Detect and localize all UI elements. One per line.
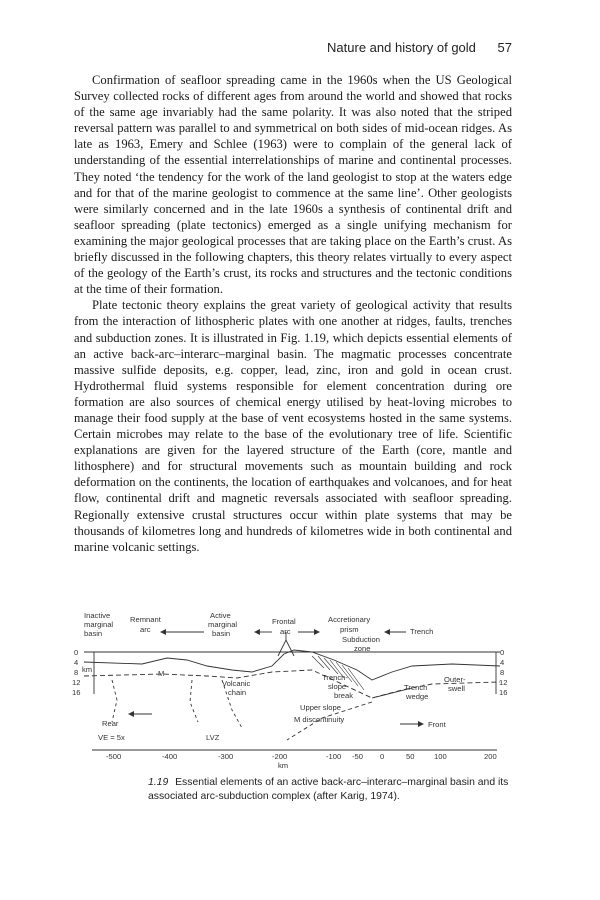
running-title: Nature and history of gold bbox=[327, 40, 476, 55]
label-trench-wedge-1: Trench bbox=[404, 683, 428, 692]
label-frontal-2: arc bbox=[280, 627, 291, 636]
x-tick-50: 50 bbox=[406, 752, 415, 761]
caption-text: Essential elements of an active back-arc–interarc–marginal basin and its associated arc-subduction complex (after Karig, 1974). bbox=[148, 777, 509, 802]
left-axis-unit: km bbox=[82, 665, 93, 674]
figure-1-19 bbox=[72, 610, 520, 770]
label-outer-swell-1: Outer- bbox=[444, 675, 466, 684]
right-tick-16: 16 bbox=[499, 688, 508, 697]
label-accretionary-1: Accretionary bbox=[328, 615, 371, 624]
x-tick-neg400: -400 bbox=[162, 752, 178, 761]
label-remnant-2: arc bbox=[140, 625, 151, 634]
running-header bbox=[327, 40, 512, 55]
left-tick-12: 12 bbox=[72, 678, 81, 687]
x-tick-neg100: -100 bbox=[326, 752, 342, 761]
label-outer-swell-2: swell bbox=[448, 684, 465, 693]
label-front: Front bbox=[428, 720, 446, 729]
label-trench-wedge-2: wedge bbox=[406, 692, 429, 701]
label-volcanic-1: Volcanic bbox=[222, 679, 251, 688]
label-inactive-3: basin bbox=[84, 629, 103, 638]
remnant-arc-root bbox=[112, 680, 117, 722]
label-active-1: Active bbox=[210, 611, 231, 620]
label-lvz: LVZ bbox=[206, 733, 220, 742]
x-tick-200: 200 bbox=[484, 752, 497, 761]
label-active-2: marginal bbox=[208, 620, 238, 629]
label-rear: Rear bbox=[102, 719, 119, 728]
left-tick-4: 4 bbox=[74, 658, 79, 667]
x-tick-neg50: -50 bbox=[352, 752, 363, 761]
label-m-left: M bbox=[158, 669, 165, 678]
x-tick-neg200: -200 bbox=[272, 752, 288, 761]
label-trench: Trench bbox=[410, 627, 434, 636]
label-tsb-3: break bbox=[334, 691, 353, 700]
m-discontinuity-line bbox=[84, 670, 500, 698]
label-upper-slope: Upper slope bbox=[300, 703, 341, 712]
label-active-3: basin bbox=[212, 629, 231, 638]
page-number: 57 bbox=[497, 40, 512, 55]
label-ve: VE = 5x bbox=[98, 733, 125, 742]
x-tick-neg300: -300 bbox=[218, 752, 234, 761]
x-tick-neg500: -500 bbox=[106, 752, 122, 761]
active-basin-root bbox=[190, 680, 198, 722]
label-remnant-1: Remnant bbox=[130, 615, 161, 624]
label-volcanic-2: chain bbox=[228, 688, 247, 697]
paragraph-plate-tectonics: Plate tectonic theory explains the great variety of geological activity that results from the interaction of lithospheric plates with one another at ridges, faults, trenches and subduction zones. It is illustrated in Fig. 1.19, which depicts essential elements of an active back-arc–interarc–marginal basin. The magmatic processes concentrate massive sulfide deposits, e.g. copper, lead, zinc, iron and gold in ocean crust. Hydrothermal fluid systems responsible for element concentration during ore formation are also sources of chemical energy utilised by heat-loving microbes to manage their food supply at the base of vent ecosystems hosted in the same systems. Certain microbes may relate to the base of the evolutionary tree of life. Scientific explanations are given for the layered structure of the Earth (core, mantle and lithosphere) and for structural movements such as mountain building and rock deformation on the continents, the location of earthquakes and volcanoes, and for heat flow, continental drift and magnetic reversals associated with seafloor spreading. Regionally extensive crustal structures occur within plate systems that may be thousands of kilometres long and hundreds of kilometres wide in both continental and marine volcanic settings. bbox=[74, 298, 512, 554]
right-tick-12: 12 bbox=[499, 678, 508, 687]
label-subduction-1: Subduction bbox=[342, 635, 380, 644]
label-subduction-2: zone bbox=[354, 644, 371, 653]
basin-cross-section-diagram bbox=[72, 610, 520, 770]
body-text bbox=[74, 72, 512, 555]
x-tick-100: 100 bbox=[434, 752, 447, 761]
x-axis-unit: km bbox=[278, 761, 289, 770]
label-tsb-1: Trench- bbox=[322, 673, 348, 682]
label-accretionary-2: prism bbox=[340, 625, 359, 634]
label-tsb-2: slope bbox=[328, 682, 347, 691]
right-tick-8: 8 bbox=[500, 668, 505, 677]
label-inactive-2: marginal bbox=[84, 620, 114, 629]
left-tick-0: 0 bbox=[74, 648, 79, 657]
caption-number: 1.19 bbox=[148, 777, 169, 788]
right-tick-0: 0 bbox=[500, 648, 505, 657]
figure-caption bbox=[148, 776, 518, 804]
x-tick-0: 0 bbox=[380, 752, 385, 761]
label-frontal-1: Frontal bbox=[272, 617, 296, 626]
paragraph-seafloor-spreading: Confirmation of seafloor spreading came in the 1960s when the US Geological Survey collected rocks of different ages from around the world and showed that rocks of the same age invariably had the same polarity. It was also noted that the striped reversal pattern was parallel to and symmetrical on both sides of mid-ocean ridges. As late as 1963, Emery and Schlee (1963) were to complain of the general lack of understanding of the essential interrelationships of marine and continental processes. They noted ‘the tendency for the work of the land geologist to stop at the waters edge and for that of the marine geologist to commence at the same line’. Other geologists were similarly concerned and in the late 1960s a synthesis of continental drift and seafloor spreading (plate tectonics) emerged as a single unifying mechanism for examining the major geological processes that are taking place on the Earth’s crust. As briefly discussed in the following chapters, this theory relates virtually to every aspect of the geology of the Earth’s crust, its rocks and structures and the tectonic conditions at the time of their formation. bbox=[74, 73, 512, 297]
left-tick-16: 16 bbox=[72, 688, 81, 697]
seafloor-profile bbox=[84, 650, 500, 680]
label-m-discontinuity: M discontinuity bbox=[294, 715, 345, 724]
right-tick-4: 4 bbox=[500, 658, 505, 667]
label-inactive-1: Inactive bbox=[84, 611, 111, 620]
left-tick-8: 8 bbox=[74, 668, 79, 677]
